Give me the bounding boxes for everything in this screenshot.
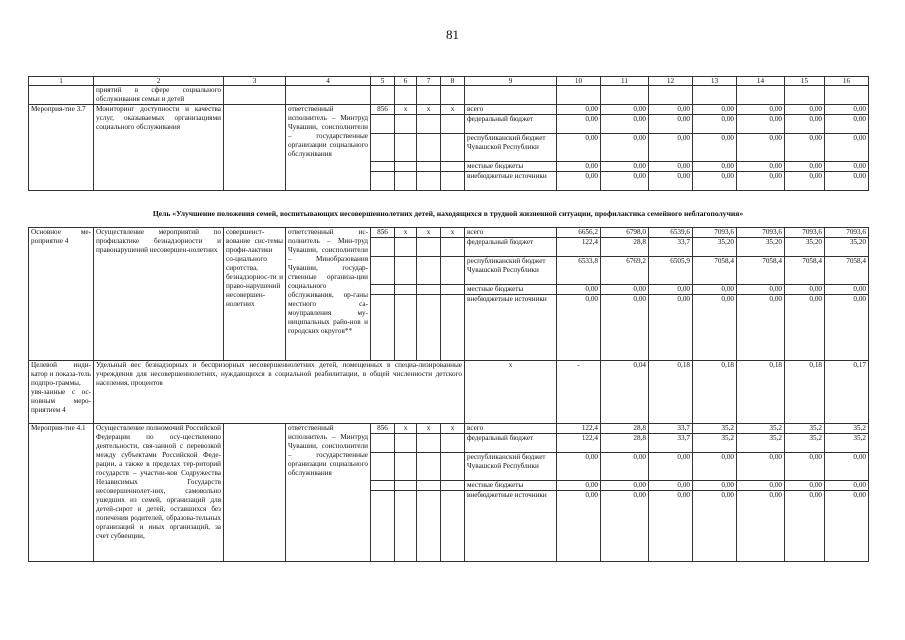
funding-value: 0,00 [557,453,601,481]
funding-value: 0,00 [693,162,737,172]
funding-value: 0,00 [557,134,601,162]
financing-row [29,228,869,238]
funding-value: 0,00 [737,491,785,562]
code-cell [441,491,465,562]
funding-value: 0,00 [649,285,693,295]
funding-value: 0,00 [737,453,785,481]
code-cell [441,434,465,453]
code-cell [395,134,417,162]
expected-result [224,105,286,191]
code-x: x [395,105,417,115]
funding-source: всего [465,105,557,115]
measure-label: Мероприя-тие 3.7 [29,105,94,191]
funding-value: 0,00 [557,115,601,134]
code-cell [395,434,417,453]
code-cell [441,453,465,481]
budget-code: 856 [371,228,395,238]
funding-value: 0,00 [737,481,785,491]
funding-source: внебюджетные источники [465,491,557,562]
funding-source: внебюджетные источники [465,295,557,361]
funding-value: 35,2 [693,424,737,434]
column-number: 1 [29,77,94,86]
code-cell [417,134,441,162]
code-cell [371,172,395,191]
code-cell [441,257,465,285]
goal-heading: Цель «Улучшение положения семей, воспитывающих несовершеннолетних детей, находящихся в трудной жизненной ситуации, профилактика семейного неблагополучия» [152,209,744,218]
code-cell [441,295,465,361]
column-number: 11 [601,77,649,86]
funding-source: местные бюджеты [465,285,557,295]
funding-value: 0,00 [649,162,693,172]
funding-value: 7058,4 [785,257,825,285]
code-cell [395,491,417,562]
funding-value: 122,4 [557,238,601,257]
code-cell [441,115,465,134]
indicator-label: Целевой инди-катор и показа-тель подпро-граммы, увя-занные с ос-новным меро-приятием 4 [29,361,94,424]
code-cell [417,491,441,562]
funding-value: 0,00 [693,295,737,361]
column-number: 14 [737,77,785,86]
code-cell [395,481,417,491]
funding-value: 0,00 [825,285,869,295]
funding-value: 35,2 [693,434,737,453]
funding-value: 0,00 [693,172,737,191]
code-cell [441,481,465,491]
code-cell [371,295,395,361]
code-cell [395,257,417,285]
column-number: 2 [94,77,224,86]
code-cell [371,453,395,481]
measure-description: Осуществление мероприятий по профилактике безнадзорности и правонарушений несовершен-нолетних [94,228,224,361]
column-number: 5 [371,77,395,86]
funding-value: 33,7 [649,424,693,434]
funding-value: 0,00 [785,285,825,295]
budget-code: 856 [371,105,395,115]
funding-value: 0,00 [737,105,785,115]
code-cell [395,295,417,361]
funding-source: федеральный бюджет [465,238,557,257]
funding-value: 0,00 [649,481,693,491]
code-cell [417,238,441,257]
measure-3-7 [29,105,869,191]
column-number: 7 [417,77,441,86]
funding-value: 0,00 [785,491,825,562]
code-cell [395,453,417,481]
code-cell [441,285,465,295]
funding-value: 35,20 [785,238,825,257]
column-number: 6 [395,77,417,86]
funding-source: республиканский бюджет Чувашской Республики [465,453,557,481]
funding-value: 0,00 [785,453,825,481]
code-cell [371,491,395,562]
funding-value: 0,00 [649,295,693,361]
code-x: x [441,424,465,434]
code-cell [371,134,395,162]
funding-value: 0,00 [693,285,737,295]
funding-source: республиканский бюджет Чувашской Республики [465,134,557,162]
funding-value: 0,00 [557,481,601,491]
code-cell [371,238,395,257]
funding-value: 6505,9 [649,257,693,285]
funding-value: 0,00 [601,172,649,191]
responsible-executor: ответственный ис-полнитель – Мин-труд Чувашии, соисполнители – Минобразования Чувашии, государ-ственные организа-ции социального обслуживания, ор-ганы местного са-моуправления му-ниципальных райо-нов и городских округов** [286,228,371,361]
code-cell [371,162,395,172]
funding-source: всего [465,228,557,238]
measure-label: Основное ме-роприятие 4 [29,228,94,361]
funding-value: 0,00 [601,134,649,162]
funding-value: 0,00 [693,115,737,134]
indicator-description: Удельный вес безнадзорных и беспризорных несовершеннолетних детей, помещенных в специа-лизированные учреждения для несовершеннолетних, нуждающихся в социальной реабилитации, в общей численности детского населения, процентов [94,361,465,424]
funding-value: 7058,4 [693,257,737,285]
code-cell [417,285,441,295]
code-x: x [417,424,441,434]
column-number: 16 [825,77,869,86]
funding-value: 0,00 [693,134,737,162]
funding-value: 7093,6 [825,228,869,238]
funding-value: 0,00 [557,162,601,172]
funding-value: 0,00 [557,285,601,295]
funding-value: 0,00 [785,134,825,162]
funding-value: 7058,4 [825,257,869,285]
column-number: 9 [465,77,557,86]
funding-value: 0,00 [557,172,601,191]
funding-value: 0,00 [601,453,649,481]
funding-value: 0,00 [649,105,693,115]
funding-value: 0,00 [737,172,785,191]
funding-value: 0,00 [601,491,649,562]
indicator-row [29,361,869,424]
funding-value: 0,00 [785,162,825,172]
funding-value: 0,00 [649,134,693,162]
funding-value: 0,00 [601,481,649,491]
carry-over-text: приятий в сфере социального обслуживания семьи и детей [94,86,224,105]
column-number: 13 [693,77,737,86]
funding-value: 0,00 [785,105,825,115]
page-number: 81 [446,27,459,42]
funding-value: 35,2 [825,434,869,453]
column-number: 8 [441,77,465,86]
funding-value: 6769,2 [601,257,649,285]
funding-value: 7093,6 [737,228,785,238]
code-cell [395,172,417,191]
code-cell [371,257,395,285]
program-table-top [28,76,869,191]
funding-value: 0,00 [737,115,785,134]
funding-value: 0,00 [601,115,649,134]
funding-value: 0,00 [649,453,693,481]
table-row [29,86,869,105]
funding-value: 7093,6 [785,228,825,238]
code-cell [371,481,395,491]
code-x: x [441,105,465,115]
funding-value: 33,7 [649,238,693,257]
funding-source: внебюджетные источники [465,172,557,191]
funding-value: 0,00 [825,115,869,134]
program-table-bottom [28,227,869,562]
code-cell [395,238,417,257]
funding-value: 0,00 [825,162,869,172]
funding-value: 0,00 [825,491,869,562]
measure-description: Осуществление полномочий Российской Федерации по осу-ществлению деятельности, свя-занной с перевозкой между субъектами Российской Феде-рации, а также в пределах тер-риторий государств – участни-ков Содружества Независимых Государств несовершеннолет-них, самовольно ушедших из семей, организаций для детей-сирот и детей, оставшихся без попечения родителей, образова-тельных организаций и иных организаций, за счет субвенции, [94,424,224,562]
funding-value: 35,2 [825,424,869,434]
funding-value: 0,00 [649,491,693,562]
funding-value: 0,00 [785,115,825,134]
funding-value: 0,00 [825,134,869,162]
funding-source: федеральный бюджет [465,434,557,453]
funding-value: 0,00 [649,115,693,134]
budget-code: 856 [371,424,395,434]
indicator-value: 0,18 [649,361,693,424]
funding-value: 122,4 [557,424,601,434]
funding-value: 6539,6 [649,228,693,238]
code-x: x [417,228,441,238]
column-number: 4 [286,77,371,86]
funding-value: 6798,0 [601,228,649,238]
code-cell [395,162,417,172]
funding-value: 0,00 [825,172,869,191]
funding-value: 35,2 [737,434,785,453]
financing-row [29,424,869,434]
indicator-x: x [465,361,557,424]
funding-value: 0,00 [785,481,825,491]
responsible-executor: ответственный исполнитель – Минтруд Чувашии, соисполнители – государственные организации социального обслуживания [286,105,371,191]
code-cell [417,295,441,361]
code-cell [395,285,417,295]
code-cell [417,257,441,285]
funding-value: 0,00 [601,162,649,172]
column-number: 3 [224,77,286,86]
code-cell [417,162,441,172]
funding-value: 33,7 [649,434,693,453]
code-cell [417,481,441,491]
responsible-executor: ответственный исполнитель – Минтруд Чувашии, соисполнители – государственные организации социального обслуживания [286,424,371,562]
code-x: x [441,228,465,238]
indicator-value: 0,04 [601,361,649,424]
funding-value: 28,8 [601,424,649,434]
funding-source: всего [465,424,557,434]
funding-value: 35,20 [737,238,785,257]
funding-value: 0,00 [785,172,825,191]
funding-value: 0,00 [693,105,737,115]
column-number: 15 [785,77,825,86]
funding-value: 0,00 [601,285,649,295]
funding-value: 35,20 [825,238,869,257]
funding-value: 7093,6 [693,228,737,238]
funding-value: 7058,4 [737,257,785,285]
funding-value: 35,20 [693,238,737,257]
indicator-value: - [557,361,601,424]
column-number: 10 [557,77,601,86]
funding-value: 0,00 [693,491,737,562]
funding-value: 35,2 [737,424,785,434]
funding-value: 0,00 [825,295,869,361]
funding-source: республиканский бюджет Чувашской Республики [465,257,557,285]
funding-value: 0,00 [785,295,825,361]
expected-result: совершенст-вование сис-темы профи-лактики со-циального сиротства, безнадзорнос-ти и право-нарушений несовершен-нолетних [224,228,286,361]
code-cell [417,434,441,453]
code-cell [417,115,441,134]
code-cell [371,434,395,453]
funding-value: 0,00 [557,491,601,562]
funding-value: 0,00 [737,295,785,361]
funding-value: 0,00 [693,481,737,491]
measure-description: Мониторинг доступности и качества услуг, оказываемых организациями социального обслуживания [94,105,224,191]
indicator-value: 0,18 [693,361,737,424]
funding-value: 35,2 [785,434,825,453]
column-number: 12 [649,77,693,86]
indicator-value: 0,17 [825,361,869,424]
main-measure-4 [29,228,869,361]
code-cell [371,285,395,295]
expected-result [224,424,286,562]
funding-value: 0,00 [825,481,869,491]
financing-row [29,105,869,115]
funding-value: 28,8 [601,434,649,453]
indicator-value: 0,18 [785,361,825,424]
measure-4-1 [29,424,869,562]
funding-value: 6533,8 [557,257,601,285]
funding-value: 0,00 [693,453,737,481]
code-cell [441,162,465,172]
funding-value: 0,00 [737,162,785,172]
funding-value: 28,8 [601,238,649,257]
funding-value: 0,00 [649,172,693,191]
code-x: x [395,424,417,434]
funding-value: 0,00 [737,134,785,162]
funding-value: 0,00 [825,105,869,115]
funding-value: 0,00 [601,295,649,361]
funding-value: 0,00 [601,105,649,115]
column-number-row [29,77,869,86]
code-x: x [395,228,417,238]
code-cell [417,172,441,191]
funding-value: 122,4 [557,434,601,453]
code-cell [441,172,465,191]
code-cell [371,115,395,134]
funding-value: 0,00 [557,105,601,115]
funding-source: местные бюджеты [465,481,557,491]
code-x: x [417,105,441,115]
funding-value: 0,00 [557,295,601,361]
funding-source: федеральный бюджет [465,115,557,134]
funding-source: местные бюджеты [465,162,557,172]
funding-value: 0,00 [737,285,785,295]
indicator-value: 0,18 [737,361,785,424]
measure-label: Мероприя-тие 4.1 [29,424,94,562]
code-cell [441,238,465,257]
code-cell [441,134,465,162]
funding-value: 35,2 [785,424,825,434]
funding-value: 6656,2 [557,228,601,238]
code-cell [417,453,441,481]
code-cell [395,115,417,134]
funding-value: 0,00 [825,453,869,481]
